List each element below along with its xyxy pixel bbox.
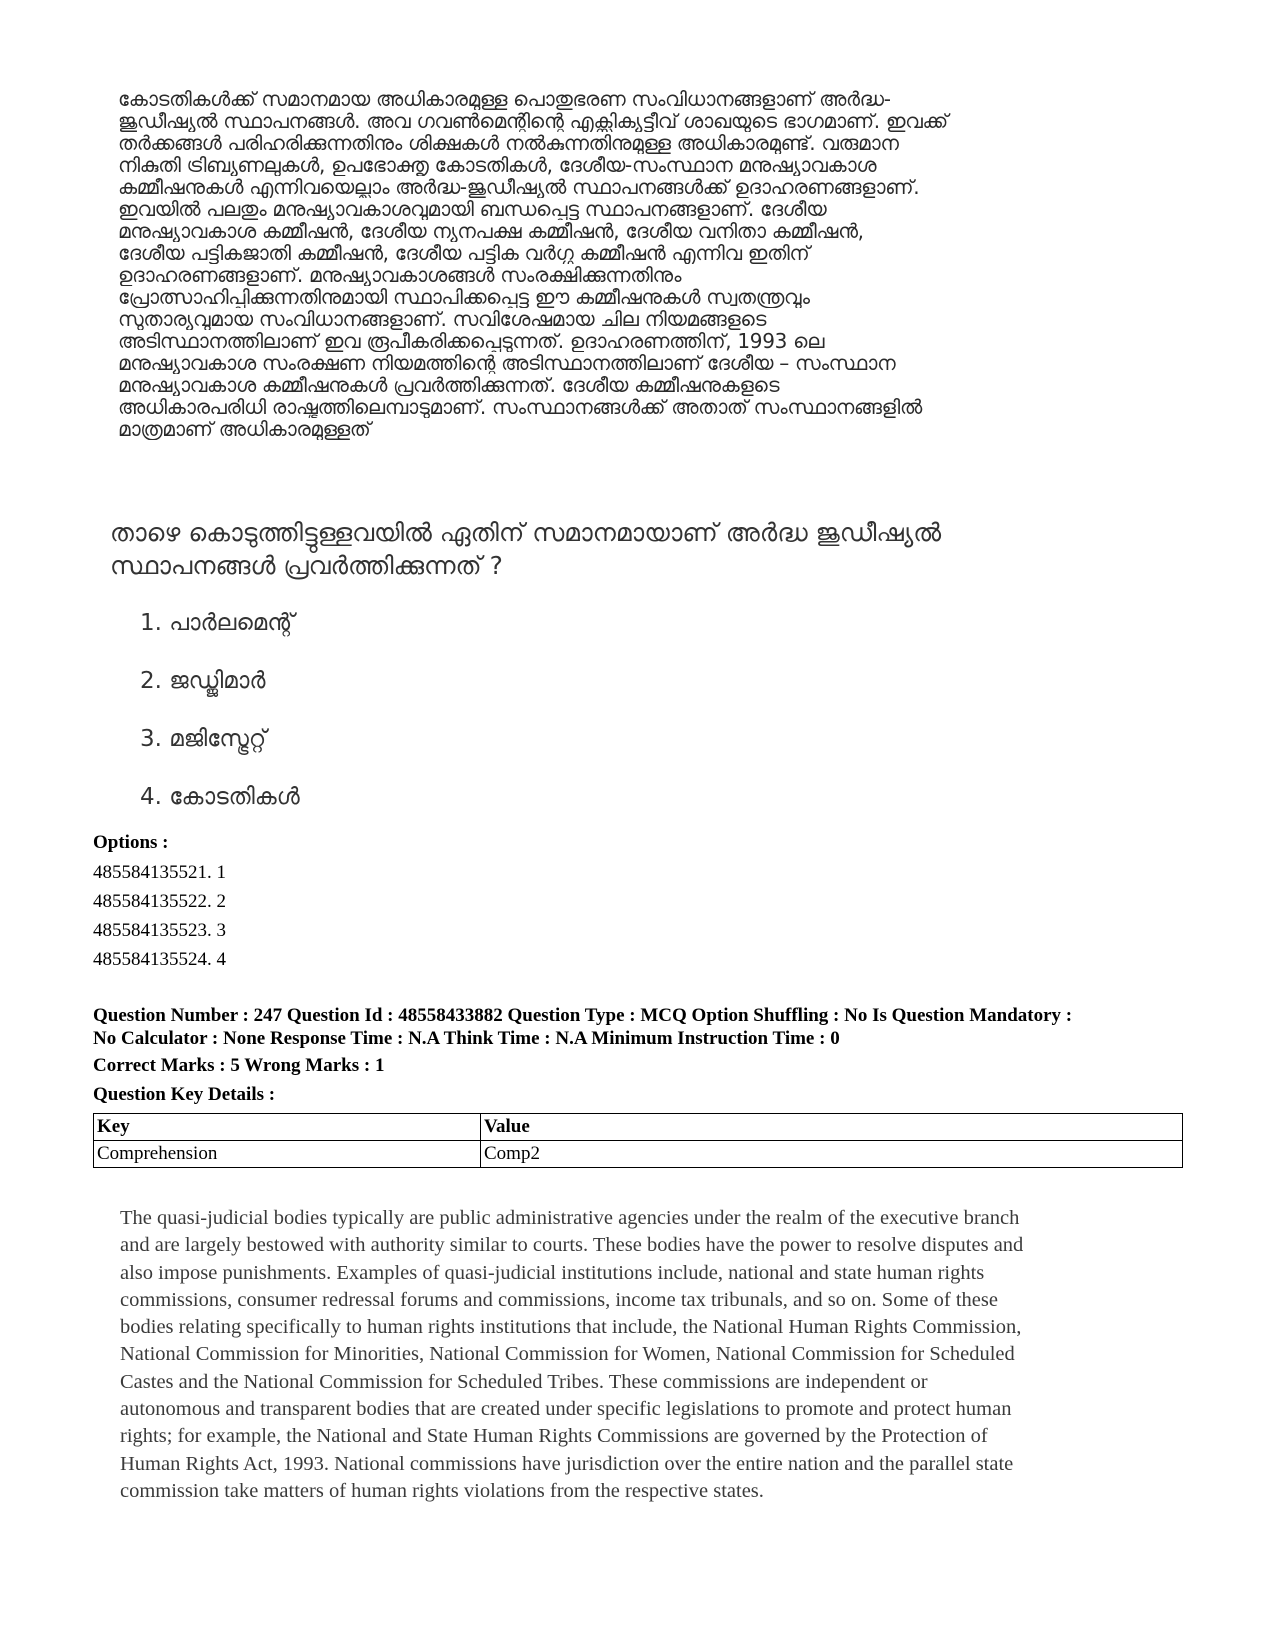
passage-line: Castes and the National Commission for Scheduled Tribes. These commissions are independent or xyxy=(120,1370,928,1393)
choice-item: 2. ജഡ്ജിമാർ xyxy=(140,668,266,694)
key-details-title: Question Key Details : xyxy=(93,1084,276,1105)
table-cell-value: Comp2 xyxy=(481,1141,1183,1168)
question-choices xyxy=(140,608,300,840)
passage-line: മനുഷ്യാവകാശ കമ്മീഷനുകൾ പ്രവർത്തിക്കുന്നത്. ദേശീയ കമ്മീഷനുകളുടെ xyxy=(118,374,780,396)
table-header-key: Key xyxy=(94,1114,481,1141)
passage-line: കമ്മീഷനുകൾ എന്നിവയെല്ലാം അർദ്ധ-ജുഡീഷ്യൽ സ്ഥാപനങ്ങൾക്ക് ഉദാഹരണങ്ങളാണ്. xyxy=(118,176,920,198)
options-list xyxy=(93,858,226,974)
passage-line: The quasi-judicial bodies typically are public administrative agencies under the realm of the executive branch xyxy=(120,1207,1020,1229)
passage-line: commission take matters of human rights violations from the respective states. xyxy=(120,1479,764,1502)
passage-line: പ്രോത്സാഹിപ്പിക്കുന്നതിനുമായി സ്ഥാപിക്കപ്പെട്ട ഈ കമ്മീഷനുകൾ സ്വതന്ത്രവും xyxy=(118,286,810,308)
option-item: 485584135523. 3 xyxy=(93,920,226,941)
passage-line: rights; for example, the National and State Human Rights Commissions are governed by the Protection of xyxy=(120,1425,988,1448)
passage-line: autonomous and transparent bodies that are created under specific legislations to promote and protect human xyxy=(120,1398,1012,1421)
option-item: 485584135524. 4 xyxy=(93,949,226,970)
table-header-value: Value xyxy=(481,1114,1183,1141)
passage-line: തർക്കങ്ങൾ പരിഹരിക്കുന്നതിനും ശിക്ഷകൾ നൽകുന്നതിനുമുള്ള അധികാരമുണ്ട്. വരുമാന xyxy=(118,132,899,154)
choice-item: 1. പാർലമെന്റ് xyxy=(140,610,295,636)
question-metadata xyxy=(93,1004,1193,1050)
passage-line: മാത്രമാണ് അധികാരമുള്ളത് xyxy=(118,418,371,440)
english-passage xyxy=(120,1205,1200,1505)
malayalam-passage xyxy=(118,88,1168,440)
table-cell-key: Comprehension xyxy=(94,1141,481,1168)
passage-line: ദേശീയ പട്ടികജാതി കമ്മീഷൻ, ദേശീയ പട്ടിക വർഗ്ഗ കമ്മീഷൻ എന്നിവ ഇതിന് xyxy=(118,242,810,264)
marks-info: Correct Marks : 5 Wrong Marks : 1 xyxy=(93,1055,385,1076)
passage-line: and are largely bestowed with authority similar to courts. These bodies have the power to resolve disputes and xyxy=(120,1234,1024,1257)
question-text xyxy=(110,516,1110,582)
passage-line: ജുഡീഷ്യൽ സ്ഥാപനങ്ങൾ. അവ ഗവൺമെന്റിന്റെ എക്സിക്യൂട്ടീവ് ശാഖയുടെ ഭാഗമാണ്. ഇവക്ക് xyxy=(118,110,948,132)
options-title: Options : xyxy=(93,832,169,853)
passage-line: bodies relating specifically to human rights institutions that include, the National Human Rights Commission, xyxy=(120,1316,1022,1339)
metadata-line: Question Number : 247 Question Id : 48558433882 Question Type : MCQ Option Shuffling : No Is Question Mandatory : xyxy=(93,1005,1073,1026)
passage-line: സുതാര്യവുമായ സംവിധാനങ്ങളാണ്. സവിശേഷമായ ചില നിയമങ്ങളുടെ xyxy=(118,308,767,330)
table-row xyxy=(94,1141,1183,1168)
passage-line: Human Rights Act, 1993. National commissions have jurisdiction over the entire nation and the parallel state xyxy=(120,1452,1014,1475)
passage-line: നികുതി ട്രിബ്യൂണലുകൾ, ഉപഭോക്തൃ കോടതികൾ, ദേശീയ-സംസ്ഥാന മനുഷ്യാവകാശ xyxy=(118,154,877,176)
passage-line: മനുഷ്യാവകാശ കമ്മീഷൻ, ദേശീയ ന്യൂനപക്ഷ കമ്മീഷൻ, ദേശീയ വനിതാ കമ്മീഷൻ, xyxy=(118,220,864,242)
choice-item: 4. കോടതികൾ xyxy=(140,784,300,810)
passage-line: അധികാരപരിധി രാഷ്ട്രത്തിലെമ്പാടുമാണ്. സംസ്ഥാനങ്ങൾക്ക് അതാത് സംസ്ഥാനങ്ങളിൽ xyxy=(118,396,922,418)
passage-line: commissions, consumer redressal forums and commissions, income tax tribunals, and so on. Some of these xyxy=(120,1288,998,1311)
table-header-row xyxy=(94,1114,1183,1141)
question-line: താഴെ കൊടുത്തിട്ടുള്ളവയിൽ ഏതിന് സമാനമായാണ് അർദ്ധ ജുഡീഷ്യൽ xyxy=(110,518,942,547)
metadata-line: No Calculator : None Response Time : N.A Think Time : N.A Minimum Instruction Time : 0 xyxy=(93,1028,840,1049)
passage-line: ഉദാഹരണങ്ങളാണ്. മനുഷ്യാവകാശങ്ങൾ സംരക്ഷിക്കുന്നതിനും xyxy=(118,264,682,286)
passage-line: National Commission for Minorities, National Commission for Women, National Commission for Scheduled xyxy=(120,1343,1015,1366)
passage-line: മനുഷ്യാവകാശ സംരക്ഷണ നിയമത്തിന്റെ അടിസ്ഥാനത്തിലാണ് ദേശീയ – സംസ്ഥാന xyxy=(118,352,896,374)
question-line: സ്ഥാപനങ്ങൾ പ്രവർത്തിക്കുന്നത് ? xyxy=(110,551,503,580)
choice-item: 3. മജിസ്ട്രേറ്റ് xyxy=(140,726,267,752)
passage-line: കോടതികൾക്ക് സമാനമായ അധികാരമുള്ള പൊതുഭരണ സംവിധാനങ്ങളാണ് അർദ്ധ- xyxy=(118,88,891,110)
key-details-table xyxy=(93,1113,1183,1168)
passage-line: അടിസ്ഥാനത്തിലാണ് ഇവ രൂപീകരിക്കപ്പെടുന്നത്. ഉദാഹരണത്തിന്, 1993 ലെ xyxy=(118,330,825,352)
passage-line: ഇവയിൽ പലതും മനുഷ്യാവകാശവുമായി ബന്ധപ്പെട്ട സ്ഥാപനങ്ങളാണ്. ദേശീയ xyxy=(118,198,827,220)
option-item: 485584135522. 2 xyxy=(93,891,226,912)
option-item: 485584135521. 1 xyxy=(93,862,226,883)
passage-line: also impose punishments. Examples of quasi-judicial institutions include, national and state human rights xyxy=(120,1261,985,1284)
